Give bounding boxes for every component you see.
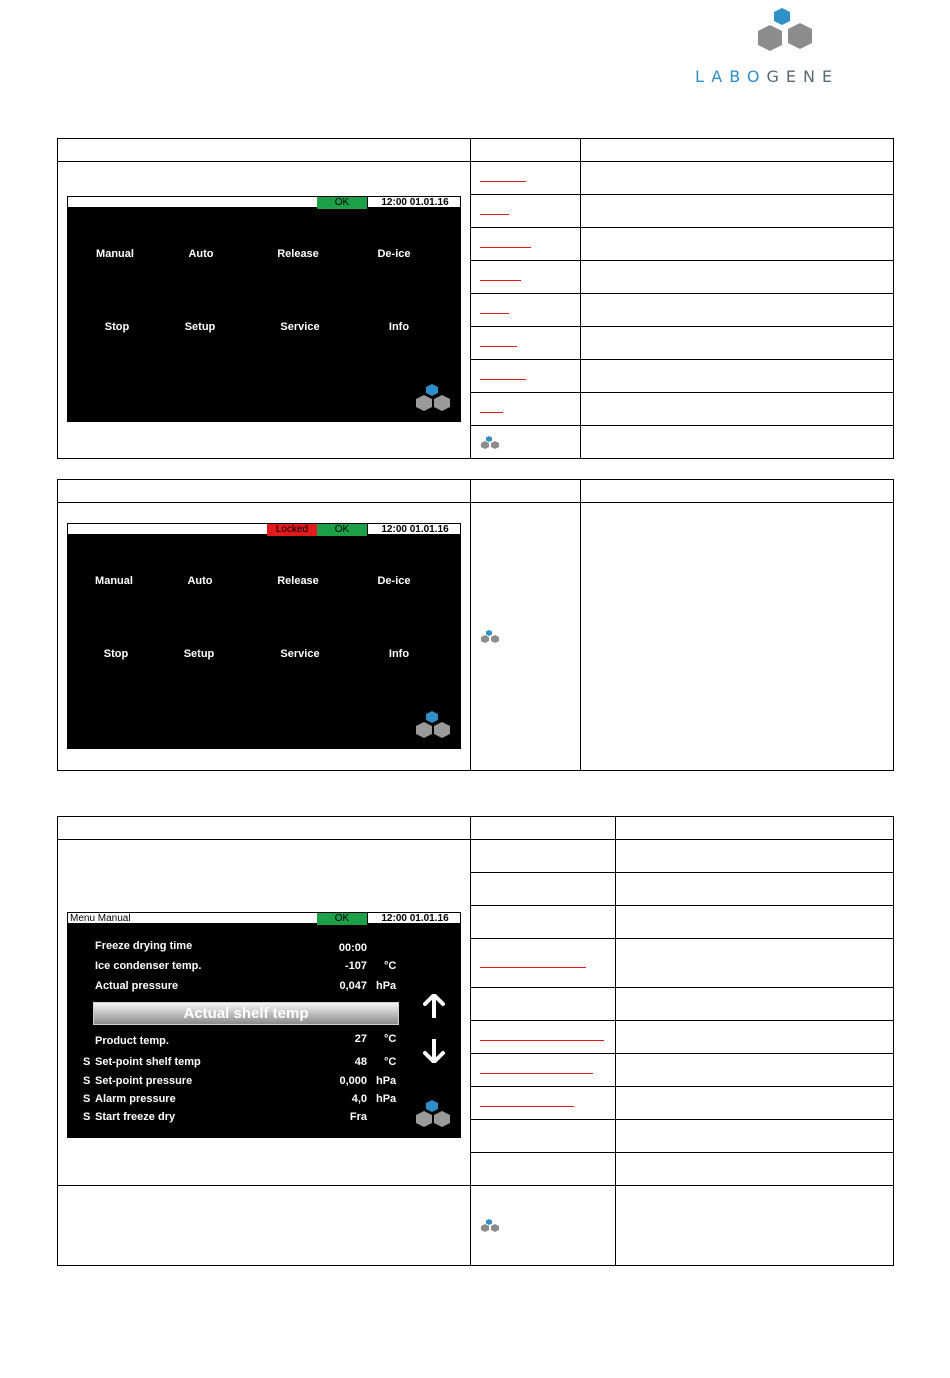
setpoint-pressure-label[interactable]: Set-point pressure [95, 1075, 193, 1087]
labogene-logo [690, 5, 890, 90]
description-cell [581, 162, 894, 195]
setpoint-shelf-temp-label[interactable]: Set-point shelf temp [95, 1056, 201, 1068]
table-header-cell [471, 817, 616, 840]
key-cell [471, 162, 581, 195]
key-cell [471, 1021, 616, 1054]
labogene-home-icon [480, 629, 502, 645]
setup-button[interactable]: Setup [184, 321, 216, 333]
status-menu-title: Menu Manual [70, 913, 131, 924]
status-ok-badge: OK [317, 197, 367, 209]
arrow-down-icon[interactable] [423, 1039, 445, 1063]
logo-hexagons-icon [690, 5, 890, 65]
red-underline [480, 313, 509, 314]
auto-button[interactable]: Auto [188, 248, 214, 260]
description-cell [616, 906, 894, 939]
key-cell [471, 426, 581, 459]
key-cell [471, 294, 581, 327]
logo-text-labo: LABO [695, 67, 767, 86]
de-ice-button[interactable]: De-ice [377, 248, 411, 260]
setpoint-marker: S [83, 1075, 91, 1087]
release-button[interactable]: Release [277, 248, 319, 260]
release-button[interactable]: Release [277, 575, 319, 587]
hmi-screen-manual [67, 912, 461, 1138]
key-cell [471, 988, 616, 1021]
setpoint-marker: S [83, 1056, 91, 1068]
status-bar [67, 523, 461, 535]
description-cell [581, 393, 894, 426]
red-underline [480, 280, 521, 281]
red-underline [480, 181, 526, 182]
screen-cell-bottom [58, 1186, 471, 1266]
description-cell [581, 360, 894, 393]
description-cell [616, 1054, 894, 1087]
description-cell [616, 1021, 894, 1054]
status-locked-badge: Locked [267, 524, 317, 536]
ice-condenser-temp-label: Ice condenser temp. [95, 960, 202, 972]
ice-condenser-temp-value: -107 [344, 960, 367, 972]
key-cell [471, 1087, 616, 1120]
info-button[interactable]: Info [388, 321, 410, 333]
red-underline [480, 1073, 593, 1074]
description-cell [616, 840, 894, 873]
setpoint-marker: S [83, 1111, 91, 1123]
key-cell [471, 1153, 616, 1186]
table-header-cell [58, 817, 471, 840]
red-underline [480, 1106, 574, 1107]
table-header-cell [58, 139, 471, 162]
setpoint-shelf-temp-value[interactable]: 48 [354, 1056, 367, 1068]
freeze-drying-time-value: 00:00 [338, 942, 367, 954]
description-cell [616, 873, 894, 906]
logo-text-gene: GENE [766, 67, 840, 86]
table-header-cell [58, 480, 471, 503]
key-cell [471, 1120, 616, 1153]
key-cell [471, 327, 581, 360]
setpoint-pressure-value[interactable]: 0,000 [339, 1075, 367, 1087]
status-clock: 12:00 01.01.16 [367, 913, 462, 925]
info-button[interactable]: Info [388, 648, 410, 660]
labogene-home-icon [480, 1218, 502, 1234]
setpoint-marker: S [83, 1093, 91, 1105]
freeze-drying-time-label: Freeze drying time [95, 940, 193, 952]
status-clock: 12:00 01.01.16 [367, 524, 462, 536]
status-ok-badge: OK [317, 913, 367, 925]
setup-button[interactable]: Setup [183, 648, 215, 660]
setpoint-pressure-unit: hPa [376, 1075, 397, 1087]
actual-pressure-label: Actual pressure [95, 980, 179, 992]
key-cell [471, 360, 581, 393]
hmi-screen-locked [67, 523, 461, 749]
actual-pressure-value: 0,047 [339, 980, 367, 992]
manual-button[interactable]: Manual [96, 248, 134, 260]
description-cell [616, 1087, 894, 1120]
stop-button[interactable]: Stop [103, 648, 129, 660]
alarm-pressure-value[interactable]: 4,0 [351, 1093, 367, 1105]
key-cell [471, 503, 581, 771]
alarm-pressure-unit: hPa [376, 1093, 397, 1105]
description-cell [581, 294, 894, 327]
table-header-cell [581, 139, 894, 162]
description-cell [616, 1186, 894, 1266]
description-cell [616, 1120, 894, 1153]
product-temp-value: 27 [354, 1033, 367, 1045]
red-underline [480, 967, 586, 968]
table-header-cell [581, 480, 894, 503]
key-cell [471, 840, 616, 873]
description-cell [581, 261, 894, 294]
table-header-cell [616, 817, 894, 840]
actual-pressure-unit: hPa [376, 980, 397, 992]
description-cell [581, 426, 894, 459]
auto-button[interactable]: Auto [187, 575, 213, 587]
key-cell [471, 906, 616, 939]
product-temp-unit: °C [384, 1033, 397, 1045]
status-ok-badge: OK [317, 524, 367, 536]
labogene-home-icon [480, 435, 502, 451]
red-underline [480, 412, 503, 413]
description-cell [616, 1153, 894, 1186]
description-cell [581, 195, 894, 228]
service-button[interactable]: Service [280, 321, 320, 333]
key-cell [471, 228, 581, 261]
labogene-home-icon[interactable] [413, 1098, 453, 1132]
table-header-cell [471, 139, 581, 162]
ice-condenser-temp-unit: °C [384, 960, 397, 972]
table-header-cell [471, 480, 581, 503]
alarm-pressure-label[interactable]: Alarm pressure [95, 1093, 176, 1105]
description-cell [616, 939, 894, 988]
description-cell [581, 228, 894, 261]
labogene-home-icon[interactable] [413, 382, 453, 416]
service-button[interactable]: Service [280, 648, 320, 660]
key-cell [471, 261, 581, 294]
red-underline [480, 379, 526, 380]
description-cell [616, 988, 894, 1021]
stop-button[interactable]: Stop [104, 321, 130, 333]
key-cell [471, 1186, 616, 1266]
key-cell [471, 1054, 616, 1087]
hmi-screen-main-menu [67, 196, 461, 422]
start-freeze-dry-label[interactable]: Start freeze dry [95, 1111, 176, 1123]
description-cell [581, 503, 894, 771]
labogene-home-icon[interactable] [413, 709, 453, 743]
status-bar [67, 912, 461, 924]
red-underline [480, 346, 517, 347]
setpoint-shelf-temp-unit: °C [384, 1056, 397, 1068]
red-underline [480, 214, 509, 215]
key-cell [471, 195, 581, 228]
product-temp-label: Product temp. [95, 1035, 169, 1047]
arrow-up-icon[interactable] [423, 994, 445, 1018]
actual-shelf-temp-selected-row[interactable]: Actual shelf temp [93, 1002, 399, 1025]
key-cell [471, 939, 616, 988]
red-underline [480, 247, 531, 248]
key-cell [471, 873, 616, 906]
de-ice-button[interactable]: De-ice [377, 575, 411, 587]
red-underline [480, 1040, 604, 1041]
key-cell [471, 393, 581, 426]
status-clock: 12:00 01.01.16 [367, 197, 462, 209]
description-cell [581, 327, 894, 360]
status-bar [67, 196, 461, 208]
manual-button[interactable]: Manual [95, 575, 133, 587]
start-freeze-dry-value[interactable]: Fra [349, 1111, 367, 1123]
